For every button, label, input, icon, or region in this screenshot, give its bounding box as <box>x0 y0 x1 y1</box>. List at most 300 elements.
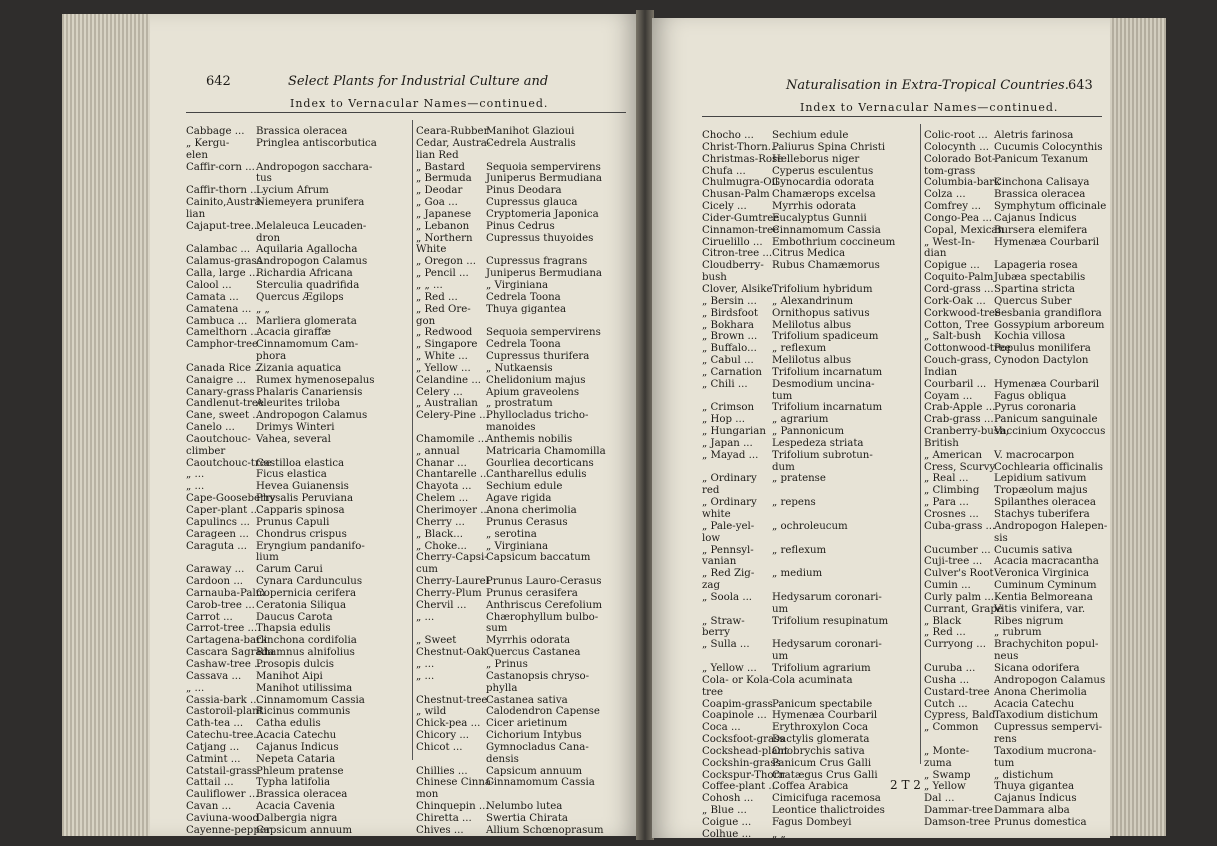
vernacular-name: Chinese Cinna- <box>416 777 495 789</box>
index-entry <box>702 284 916 296</box>
scientific-name: Cantharellus edulis <box>486 469 587 481</box>
index-entry <box>416 801 634 813</box>
scientific-name: Thuya gigantea <box>994 781 1075 793</box>
scientific-name: Zizania aquatica <box>256 362 342 374</box>
vernacular-name <box>702 391 768 403</box>
scientific-name: „ Prinus <box>486 658 528 670</box>
vernacular-name: Cassava ... <box>186 670 242 682</box>
scientific-name: Cochlearia officinalis <box>994 461 1103 473</box>
scientific-name: Cupressus thuyoides <box>486 232 594 244</box>
vernacular-name: „ Kergu- <box>186 137 230 149</box>
vernacular-name: „ Choke... <box>416 540 467 552</box>
index-entry <box>186 316 406 328</box>
vernacular-name: Caraguta ... <box>186 540 248 552</box>
vernacular-name: Canary-grass <box>186 386 255 398</box>
index-entry <box>186 304 406 316</box>
scientific-name: Castanea sativa <box>486 694 568 706</box>
index-entry <box>416 742 634 754</box>
index-entry <box>924 651 1108 663</box>
index-entry <box>924 391 1108 403</box>
vernacular-name: Congo-Pea ... <box>924 212 993 224</box>
vernacular-name: „ Chili ... <box>702 378 748 390</box>
scientific-name: „ agrarium <box>772 414 829 426</box>
vernacular-name: Cucumber ... <box>924 544 991 556</box>
index-entry <box>924 189 1108 201</box>
scientific-name: Quercus Castanea <box>486 647 581 659</box>
vernacular-name: Chillies ... <box>416 765 468 777</box>
vernacular-name: Chicot ... <box>416 741 463 753</box>
vernacular-name: „ Sulla ... <box>702 639 750 651</box>
vernacular-name: Chocho ... <box>702 130 754 141</box>
scientific-name: Erythroxylon Coca <box>772 722 869 734</box>
scientific-name: Drimys Winteri <box>256 422 335 434</box>
scientific-name: Cupressus fragrans <box>486 256 588 268</box>
vernacular-name: Couch-grass, <box>924 355 992 367</box>
scientific-name: Manihot utilissima <box>256 682 353 694</box>
index-entry <box>924 793 1108 805</box>
vernacular-name: Chicory ... <box>416 730 470 742</box>
index-entry <box>416 197 634 209</box>
vernacular-name: Cinnamon-tree <box>702 224 780 236</box>
index-entry <box>416 517 634 529</box>
scientific-name: Myrrhis odorata <box>486 635 571 647</box>
vernacular-name: Camata ... <box>186 291 239 303</box>
scientific-name: Catha edulis <box>256 718 321 730</box>
scientific-name: Chondrus crispus <box>256 528 347 540</box>
index-entry <box>416 138 634 150</box>
vernacular-name: „ West-In- <box>924 236 975 248</box>
scientific-name: Brachychiton popul- <box>994 639 1099 651</box>
right-page-column-2 <box>924 130 1108 829</box>
index-entry <box>924 592 1108 604</box>
scientific-name: Jubæa spectabilis <box>994 272 1086 284</box>
scientific-name: Gossypium arboreum <box>994 319 1105 331</box>
vernacular-name: zag <box>702 580 720 592</box>
index-entry <box>702 308 916 320</box>
vernacular-name: „ Japan ... <box>702 437 753 449</box>
index-entry <box>702 426 916 438</box>
index-entry <box>924 758 1108 770</box>
index-entry <box>924 462 1108 474</box>
scientific-name: Citrus Medica <box>772 248 846 260</box>
index-entry <box>702 260 916 272</box>
index-entry <box>702 687 916 699</box>
scientific-name: lium <box>256 552 279 564</box>
scientific-name: Trifolium incarnatum <box>772 402 883 414</box>
scientific-name <box>768 556 916 568</box>
vernacular-name: Colocynth ... <box>924 141 989 153</box>
scientific-name: Tropæolum majus <box>994 485 1088 497</box>
scientific-name: dum <box>772 461 795 473</box>
index-entry <box>416 268 634 280</box>
vernacular-name: Cloudberry- <box>702 260 764 272</box>
index-entry <box>186 292 406 304</box>
index-entry <box>186 825 406 837</box>
index-entry <box>416 588 634 600</box>
index-entry <box>702 473 916 485</box>
scientific-name: Trifolium subrotun- <box>772 449 873 461</box>
scientific-name: Lapageria rosea <box>994 260 1078 272</box>
vernacular-name: „ Blue ... <box>702 805 747 817</box>
index-entry <box>924 734 1108 746</box>
vernacular-name: „ Red ... <box>416 291 458 303</box>
scientific-name: Apium graveolens <box>486 386 580 398</box>
vernacular-name: Cherimoyer ... <box>416 505 490 516</box>
vernacular-name: Courbaril ... <box>924 378 987 390</box>
vernacular-name: Capulincs ... <box>186 516 250 528</box>
vernacular-name: Cumin ... <box>924 580 971 592</box>
scientific-name: Cedrela Australis <box>486 137 576 149</box>
scientific-name: Andropogon Calamus <box>256 410 368 422</box>
vernacular-name: Chufa ... <box>702 165 746 177</box>
index-entry <box>702 568 916 580</box>
index-entry <box>416 552 634 564</box>
index-title-right: Index to Vernacular Names—continued. <box>800 101 1059 114</box>
column-rule-left <box>412 120 413 760</box>
index-entry <box>186 789 406 801</box>
vernacular-name: „ Mayad ... <box>702 449 759 461</box>
index-entry <box>416 576 634 588</box>
scientific-name: Richardia Africana <box>256 268 353 280</box>
scientific-name: Physalis Peruviana <box>256 493 354 505</box>
vernacular-name: „ Yellow ... <box>416 362 471 374</box>
vernacular-name: „ Pale-yel- <box>702 520 755 532</box>
scientific-name: Leontice thalictroides <box>772 805 885 817</box>
vernacular-name: Camphor-tree <box>186 339 259 351</box>
vernacular-name: Columbia-bark <box>924 177 1001 189</box>
scientific-name: Pinus Deodara <box>486 185 562 197</box>
index-entry <box>924 248 1108 260</box>
vernacular-name: Carageen ... <box>186 528 249 540</box>
index-entry <box>924 142 1108 154</box>
vernacular-name: Cockspur-Thorn <box>702 769 785 781</box>
scientific-name <box>252 150 406 162</box>
scientific-name: sum <box>486 623 508 635</box>
vernacular-name: Citron-tree ... <box>702 248 773 260</box>
scientific-name: Pringlea antiscorbutica <box>256 137 377 149</box>
vernacular-name: „ Australian <box>416 398 478 410</box>
index-entry <box>416 387 634 399</box>
index-entry <box>702 450 916 462</box>
index-entry <box>416 635 634 647</box>
scientific-name: Prunus Cerasus <box>486 516 568 528</box>
index-entry <box>416 256 634 268</box>
index-entry <box>702 367 916 379</box>
scientific-name: Nepeta Cataria <box>256 753 336 765</box>
scientific-name: „ reflexum <box>772 544 827 556</box>
scientific-name: Andropogon Calamus <box>994 674 1106 686</box>
index-entry <box>186 481 406 493</box>
index-entry <box>702 166 916 178</box>
index-entry <box>924 627 1108 639</box>
index-entry <box>186 552 406 564</box>
index-entry <box>416 777 634 789</box>
index-entry <box>702 213 916 225</box>
scientific-name: Andropogon Calamus <box>256 256 368 268</box>
index-entry <box>416 126 634 138</box>
scientific-name: Acacia giraffæ <box>256 327 331 339</box>
scientific-name: „ „ <box>772 828 786 840</box>
index-entry <box>186 588 406 600</box>
vernacular-name <box>702 462 768 474</box>
scientific-name: Cedrela Toona <box>486 339 561 351</box>
index-entry <box>416 316 634 328</box>
index-entry <box>702 556 916 568</box>
vernacular-name: „ Ordinary <box>702 473 757 485</box>
vernacular-name: „ Red ... <box>924 627 966 639</box>
vernacular-name: „ Soola ... <box>702 591 753 603</box>
vernacular-name: Cajaput-tree... <box>186 220 261 232</box>
vernacular-name: Calamus-grass <box>186 256 263 268</box>
vernacular-name <box>702 651 768 663</box>
vernacular-name: Cashaw-tree ... <box>186 658 264 670</box>
index-entry <box>416 244 634 256</box>
scientific-name: „ Virginiana <box>486 279 549 291</box>
index-entry <box>416 612 634 624</box>
index-entry <box>186 197 406 209</box>
index-entry <box>186 766 406 778</box>
scientific-name: Cimicifuga racemosa <box>772 793 881 805</box>
vernacular-name: „ ... <box>186 469 205 481</box>
index-entry <box>416 221 634 233</box>
scientific-name: Andropogon sacchara- <box>256 161 373 173</box>
index-entry <box>702 272 916 284</box>
index-entry <box>186 541 406 553</box>
index-entry <box>186 173 406 185</box>
scientific-name: Manihot Glazioui <box>486 126 575 137</box>
vernacular-name: Curuba ... <box>924 662 976 674</box>
index-entry <box>924 308 1108 320</box>
index-entry <box>186 777 406 789</box>
vernacular-name: Cassia-bark ... <box>186 694 260 706</box>
index-entry <box>702 379 916 391</box>
scientific-name: neus <box>994 651 1019 663</box>
scientific-name: Anthemis nobilis <box>486 433 573 445</box>
vernacular-name <box>416 683 482 695</box>
scientific-name: Sesbania grandiflora <box>994 307 1102 319</box>
scientific-name: Prunus Capuli <box>256 516 330 528</box>
index-entry <box>416 683 634 695</box>
vernacular-name: Damson-tree <box>924 816 991 828</box>
index-entry <box>702 722 916 734</box>
vernacular-name: Cardoon ... <box>186 576 244 588</box>
scientific-name: Anona Cherimolia <box>994 686 1087 698</box>
index-entry <box>186 434 406 446</box>
vernacular-name: Chanar ... <box>416 457 467 469</box>
scientific-name: „ serotina <box>486 528 537 540</box>
index-entry <box>186 387 406 399</box>
index-entry <box>416 659 634 671</box>
index-entry <box>702 320 916 332</box>
index-entry <box>924 272 1108 284</box>
scientific-name: Juniperus Bermudiana <box>486 173 603 185</box>
vernacular-name: Chiretta ... <box>416 812 472 824</box>
scientific-name: Pyrus coronaria <box>994 402 1077 414</box>
vernacular-name: Crosnes ... <box>924 509 979 520</box>
index-entry <box>702 758 916 770</box>
index-entry <box>924 746 1108 758</box>
scientific-name: Acacia Catechu <box>994 698 1075 710</box>
index-entry <box>186 683 406 695</box>
scientific-name: Kentia Belmoreana <box>994 591 1093 603</box>
index-entry <box>924 509 1108 521</box>
index-entry <box>416 327 634 339</box>
vernacular-name: „ Bastard <box>416 161 465 173</box>
index-entry <box>702 402 916 414</box>
scientific-name: Acacia Cavenia <box>256 801 335 813</box>
running-head-right: Naturalisation in Extra-Tropical Countries. <box>786 78 1069 93</box>
index-entry <box>416 292 634 304</box>
vernacular-name: bush <box>702 272 727 284</box>
index-entry <box>186 221 406 233</box>
scientific-name: Trifolium agrarium <box>772 662 871 674</box>
index-entry <box>702 663 916 675</box>
index-entry <box>416 209 634 221</box>
index-entry <box>702 414 916 426</box>
index-entry <box>186 469 406 481</box>
vernacular-name: „ Bermuda <box>416 173 472 185</box>
vernacular-name: Cherry-Capsi- <box>416 552 488 564</box>
scientific-name <box>252 209 406 221</box>
index-entry <box>924 414 1108 426</box>
scientific-name: „ repens <box>772 497 816 509</box>
vernacular-name: „ ... <box>186 682 205 694</box>
vernacular-name: Caper-plant ... <box>186 505 261 516</box>
scientific-name: Aquilaria Agallocha <box>256 244 358 256</box>
index-entry <box>924 225 1108 237</box>
scientific-name: Panicum spectabile <box>772 698 873 710</box>
scientific-name: Vaccinium Oxycoccus <box>994 426 1106 438</box>
vernacular-name: Cottonwood-tree <box>924 343 1011 355</box>
scientific-name: Taxodium mucrona- <box>994 745 1097 757</box>
index-entry <box>416 541 634 553</box>
scientific-name <box>768 272 916 284</box>
scientific-name <box>768 580 916 592</box>
scientific-name: Cajanus Indicus <box>994 212 1077 224</box>
index-entry <box>924 355 1108 367</box>
index-entry <box>702 130 916 142</box>
scientific-name: Typha latifolia <box>256 777 331 789</box>
index-entry <box>702 817 916 829</box>
vernacular-name: „ Singapore <box>416 339 478 351</box>
vernacular-name: Cypress, Bald <box>924 710 996 722</box>
index-entry <box>186 813 406 825</box>
vernacular-name: Cuji-tree ... <box>924 556 983 568</box>
scientific-name: Spartina stricta <box>994 283 1075 295</box>
index-entry <box>702 438 916 450</box>
scientific-name: „ Nutkaensis <box>486 362 553 374</box>
scientific-name: Swertia Chirata <box>486 812 568 824</box>
page-number-left: 642 <box>206 74 231 89</box>
vernacular-name: Coca ... <box>702 722 741 734</box>
vernacular-name: „ Straw- <box>702 615 745 627</box>
index-entry <box>186 623 406 635</box>
scientific-name: Lycium Afrum <box>256 185 329 197</box>
index-entry <box>702 391 916 403</box>
vernacular-name: „ White ... <box>416 351 468 363</box>
index-entry <box>702 781 916 793</box>
scientific-name: Trifolium resupinatum <box>772 615 889 627</box>
vernacular-name: „ Redwood <box>416 327 473 339</box>
vernacular-name: „ American <box>924 449 983 461</box>
vernacular-name: Cockshin-grass <box>702 757 781 769</box>
index-entry <box>416 458 634 470</box>
vernacular-name: Cusha ... <box>924 674 970 686</box>
column-rule-right <box>920 124 921 764</box>
vernacular-name: Cuba-grass ... <box>924 520 996 532</box>
index-entry <box>416 730 634 742</box>
vernacular-name: gon <box>416 315 436 327</box>
vernacular-name: Catmint ... <box>186 753 241 765</box>
vernacular-name <box>186 552 252 564</box>
vernacular-name: Chusan-Palm <box>702 189 770 201</box>
index-entry <box>186 695 406 707</box>
scientific-name: „ rubrum <box>994 627 1042 639</box>
index-entry <box>416 813 634 825</box>
vernacular-name: Christmas-Rose <box>702 153 784 165</box>
vernacular-name: lian Red <box>416 149 459 161</box>
index-entry <box>186 754 406 766</box>
scientific-name: „ ochroleucum <box>772 520 848 532</box>
index-entry <box>924 154 1108 166</box>
scientific-name: „ medium <box>772 568 823 580</box>
scientific-name: Ceratonia Siliqua <box>256 599 347 611</box>
index-entry <box>186 150 406 162</box>
index-entry <box>416 410 634 422</box>
scientific-name: Chamærops excelsa <box>772 189 876 201</box>
vernacular-name: „ ... <box>416 658 435 670</box>
scientific-name: Taxodium distichum <box>994 710 1099 722</box>
index-entry <box>186 659 406 671</box>
vernacular-name: „ Black <box>924 615 962 627</box>
scientific-name: Trifolium incarnatum <box>772 366 883 378</box>
index-entry <box>186 351 406 363</box>
scientific-name: Panicum sanguinale <box>994 414 1098 426</box>
scientific-name: Phleum pratense <box>256 765 344 777</box>
scientific-name: Cynodon Dactylon <box>994 355 1089 367</box>
index-entry <box>924 296 1108 308</box>
vernacular-name: Cherry-Plum <box>416 587 482 599</box>
vernacular-name: Coigue ... <box>702 816 752 828</box>
scientific-name: tum <box>772 390 793 402</box>
vernacular-name: „ Cabul ... <box>702 355 754 367</box>
scientific-name: Acacia Catechu <box>256 730 337 742</box>
scientific-name: Juniperus Bermudiana <box>486 268 603 280</box>
vernacular-name: „ annual <box>416 445 460 457</box>
vernacular-name: Caffir-corn ... <box>186 161 255 173</box>
index-entry <box>186 422 406 434</box>
scientific-name: Nelumbo lutea <box>486 801 563 813</box>
scientific-name: „ prostratum <box>486 398 553 410</box>
index-entry <box>416 493 634 505</box>
scientific-name: Cajanus Indicus <box>994 793 1077 805</box>
scientific-name <box>768 509 916 521</box>
scientific-name: Onobrychis sativa <box>772 745 865 757</box>
scientific-name: Coffea Arabica <box>772 781 849 793</box>
vernacular-name: Cork-Oak ... <box>924 295 986 307</box>
scientific-name: Panicum Crus Galli <box>772 757 872 769</box>
scientific-name: Sequoia sempervirens <box>486 161 601 173</box>
scientific-name: Cinchona cordifolia <box>256 635 357 647</box>
vernacular-name: Crab-Apple ... <box>924 402 996 414</box>
scientific-name: Prunus cerasifera <box>486 587 578 599</box>
vernacular-name: Chulmugra-Oil <box>702 177 779 189</box>
scientific-name: Ricinus communis <box>256 706 351 718</box>
index-entry <box>702 533 916 545</box>
index-title-left: Index to Vernacular Names—continued. <box>290 97 549 110</box>
vernacular-name: Crab-grass ... <box>924 414 994 426</box>
scientific-name: Cucumis Colocynthis <box>994 141 1103 153</box>
